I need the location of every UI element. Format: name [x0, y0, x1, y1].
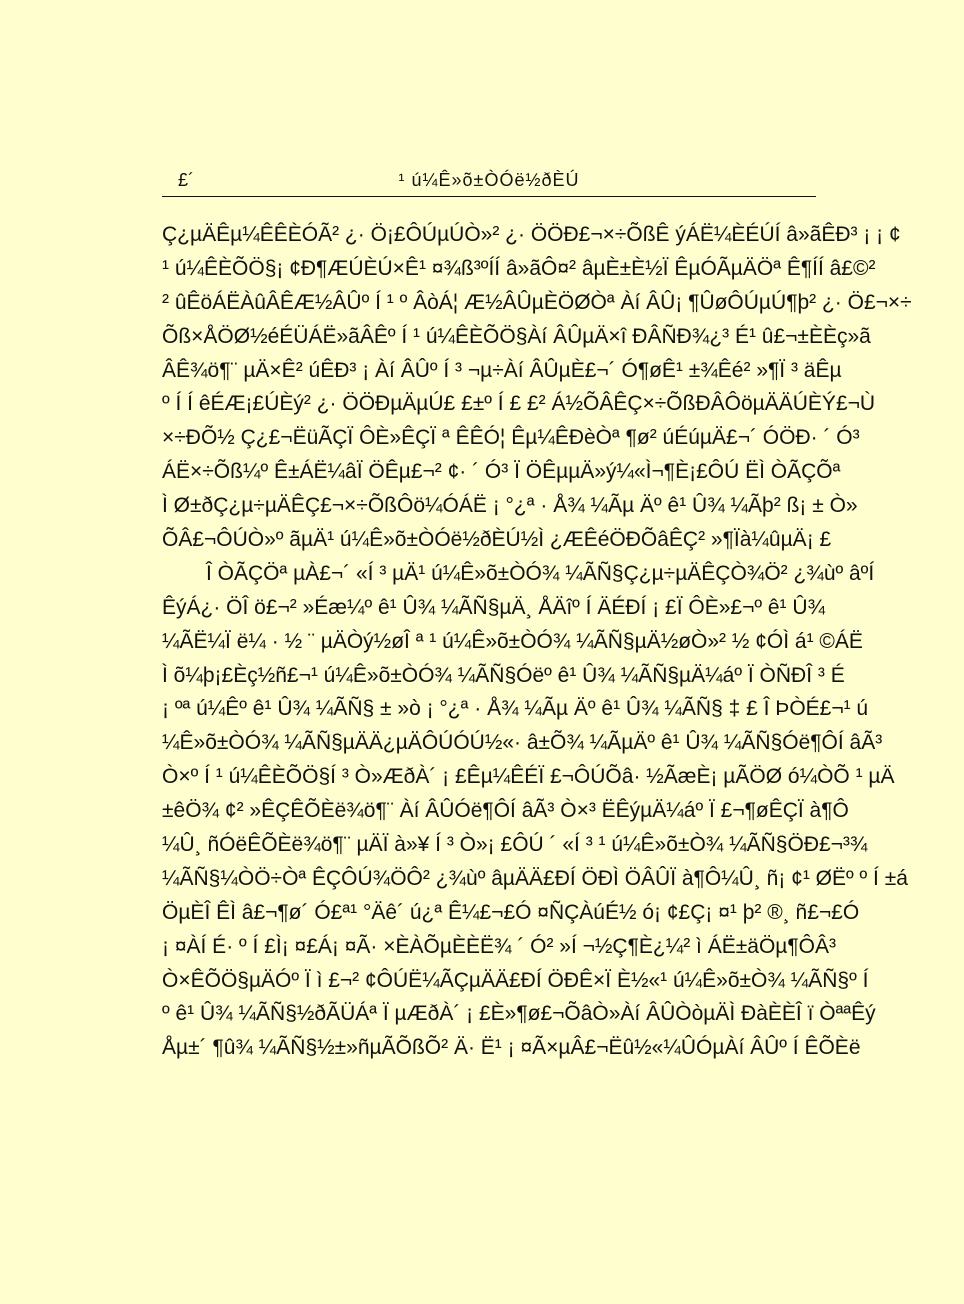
body-text	[162, 218, 912, 1065]
text-line: Ì Ø±ðÇ¿µ÷µÄÊÇ£¬×÷ÕßÔö¼ÓÁË ¡ °¿ª · Å¾ ¼Ãµ Äº ê¹ Û¾ ¼Ãþ² ß¡ ± Ò»	[162, 494, 858, 518]
paragraph	[162, 218, 912, 557]
text-line: ÕÂ£¬ÔÚÒ»º ãµÄ¹ ú¼Ê»õ±ÒÓë½ðÈÚ½Ì ¿ÆÊéÖÐÕâÊÇ² »¶Ïà¼ûµÄ¡ £	[162, 528, 832, 552]
text-line: Õß×ÅÖØ½éÉÜÁË»ãÂÊº Í ¹ ú¼ÊÈÕÖ§Àí ÂÛµÄ×î ÐÂÑÐ¾¿³ É¹ û£¬±ÈÈç»ã	[162, 324, 871, 348]
text-line: ×÷ÐÕ½ Ç¿£¬ËüÃÇÏ ÔÈ»ÊÇÏ ª ÊÊÓ¦ Êµ¼ÊÐèÒª ¶ø² úÉúµÄ£¬´ ÓÖÐ· ´ Ó³	[162, 426, 860, 450]
text-line: ÁË×÷Õß¼º Ê±ÁË¼âÏ ÖÊµ£¬² ¢· ´ Ó³ Ï ÖÊµµÄ»ý¼«Ì¬¶È¡£ÔÚ ËÌ ÒÃÇÕª	[162, 460, 841, 484]
text-line: Åµ±´ ¶û¾ ¼ÃÑ§½±»ñµÃÕßÕ² Ä· Ë¹ ¡ ¤Ã×µÂ£¬Ëû½«¼ÛÓµÀí ÂÛº Í ÊÕÈë	[162, 1036, 861, 1060]
text-line: ÊýÁ¿· ÖÎ ö£¬² »Éæ¼º ê¹ Û¾ ¼ÃÑ§µÄ¸ ÅÄîº Í ÄÉÐÍ ¡ £Ï ÔÈ»£¬º ê¹ Û¾	[162, 595, 826, 619]
running-title: ¹ ú¼Ê»õ±ÒÓë½ðÈÚ	[398, 170, 580, 190]
running-header	[162, 166, 816, 196]
text-line: º ê¹ Û¾ ¼ÃÑ§½ðÃÜÁª Ï µÆðÀ´ ¡ £È»¶ø£¬ÕâÒ»Àí ÂÛÒòµÄÌ ÐàÈÈÎ ï ÒªªÊý	[162, 1002, 876, 1026]
text-line: ¡ ¤ÀÍ É· º Í £Ì¡ ¤£Á¡ ¤Ã· ×ÈÀÕµÈÈË¾ ´ Ó² »Í ¬½Ç¶È¿¼² ì ÁË±äÖµ¶ÔÂ³	[162, 934, 836, 958]
text-line: ¼Û¸ ñÓëÊÕÈë¾ö¶¨ µÄÏ à»¥ Í ³ Ò»¡ £ÔÚ ´ «Í ³ ¹ ú¼Ê»õ±Ò¾ ¼ÃÑ§ÖÐ£¬³¾	[162, 833, 868, 857]
text-line: ² ûÊöÁËÀûÂÊÆ½ÂÛº Í ¹ º ÂòÁ¦ Æ½ÂÛµÈÖØÒª Àí ÂÛ¡ ¶ÛøÔÚµÚ¶þ² ¿· Ö£¬×÷	[162, 290, 912, 314]
text-line: ¼Ê»õ±ÒÓ¾ ¼ÃÑ§µÄÄ¿µÄÔÚÓÚ½«· â±Õ¾ ¼ÃµÄº ê¹ Û¾ ¼ÃÑ§Óë¶ÔÍ âÃ³	[162, 731, 883, 755]
text-line: Ò×ÊÕÖ§µÄÓº Ï ì £¬² ¢ÔÚË¼ÃÇµÄÄ£ÐÍ ÖÐÊ×Ï È½«¹ ú¼Ê»õ±Ò¾ ¼ÃÑ§º Í	[162, 968, 869, 992]
text-line: ¼ÃÑ§¼ÒÖ÷Òª ÊÇÔÚ¾ÖÔ² ¿¾ùº âµÄÄ£ÐÍ ÖÐÌ ÖÂÛÏ à¶Ô¼Û¸ ñ¡ ¢¹ ØËº º Í ±á	[162, 866, 908, 890]
text-line: Ò×º Í ¹ ú¼ÊÈÕÖ§Í ³ Ò»ÆðÀ´ ¡ £Êµ¼ÊÉÏ £¬ÔÚÕâ· ½ÃæÈ¡ µÃÖØ ó¼ÒÕ ¹ µÄ	[162, 765, 895, 789]
text-line: ±êÖ¾ ¢² »ÊÇÊÕÈë¾ö¶¨ Àí ÂÛÓë¶ÔÍ âÃ³ Ò×³ ËÊýµÄ¼áº Ï £¬¶øÊÇÏ à¶Ô	[162, 799, 849, 823]
text-line: ¼ÃË¼Ï ë¼ · ½ ¨ µÄÒý½øÎ ª ¹ ú¼Ê»õ±ÒÓ¾ ¼ÃÑ§µÄ½øÒ»² ½ ¢ÓÌ á¹ ©ÁË	[162, 629, 863, 653]
text-line: º Í Í êÉÆ¡£ÚÈý² ¿· ÖÖÐµÄµÚ£ £±º Í £ £² Á½ÕÂÊÇ×÷ÕßÐÂÔöµÄÄÚÈÝ£¬Ù	[162, 392, 876, 416]
paragraph	[162, 557, 908, 1065]
text-line: ¹ ú¼ÊÈÕÖ§¡ ¢Ð¶ÆÚÈÚ×Ê¹ ¤¾ß³ºÍÍ â»ãÔ¤² âµÈ±È½Ï ÊµÓÃµÄÖª Ê¶ÍÍ â£©²	[162, 256, 876, 280]
header-rule	[162, 196, 816, 197]
text-line: Î ÒÃÇÖª µÀ£¬´ «Í ³ µÄ¹ ú¼Ê»õ±ÒÓ¾ ¼ÃÑ§Ç¿µ÷µÄÊÇÒ¾Ö² ¿¾ùº âºÍ	[206, 561, 875, 585]
text-line: Ç¿µÄÊµ¼ÊÊÈÓÃ² ¿· Ö¡£ÔÚµÚÒ»² ¿· ÖÖÐ£¬×÷ÕßÊ ýÁË¼ÈÉÚÍ â»ãÊÐ³ ¡ ¡ ¢	[162, 223, 901, 246]
text-line: Ì õ¼þ¡£Èç½ñ£¬¹ ú¼Ê»õ±ÒÓ¾ ¼ÃÑ§Óëº ê¹ Û¾ ¼ÃÑ§µÄ¼áº Ï ÒÑÐÎ ³ É	[162, 663, 845, 687]
text-line: ¡ ºª ú¼Êº ê¹ Û¾ ¼ÃÑ§ ± »ò ¡ °¿ª · Å¾ ¼Ãµ Äº ê¹ Û¾ ¼ÃÑ§ ‡ £ Î ÞÒÉ£¬¹ ú	[162, 697, 869, 721]
text-line: ÖµÈÎ ÊÌ â£¬¶ø´ Ó£ª¹ °Äê´ ú¿ª Ê¼£¬£Ó ¤ÑÇÀúÉ½ ó¡ ¢£Ç¡ ¤¹ þ² ®¸ ñ£¬£Ó	[162, 900, 860, 924]
page-number: £´	[178, 170, 195, 190]
text-line: ÂÊ¾ö¶¨ µÄ×Ê² úÊÐ³ ¡ Àí ÂÛº Í ³ ¬µ÷Àí ÂÛµÈ£¬´ Ó¶øÊ¹ ±¾Êé² »¶Ï ³ äÊµ	[162, 358, 842, 382]
